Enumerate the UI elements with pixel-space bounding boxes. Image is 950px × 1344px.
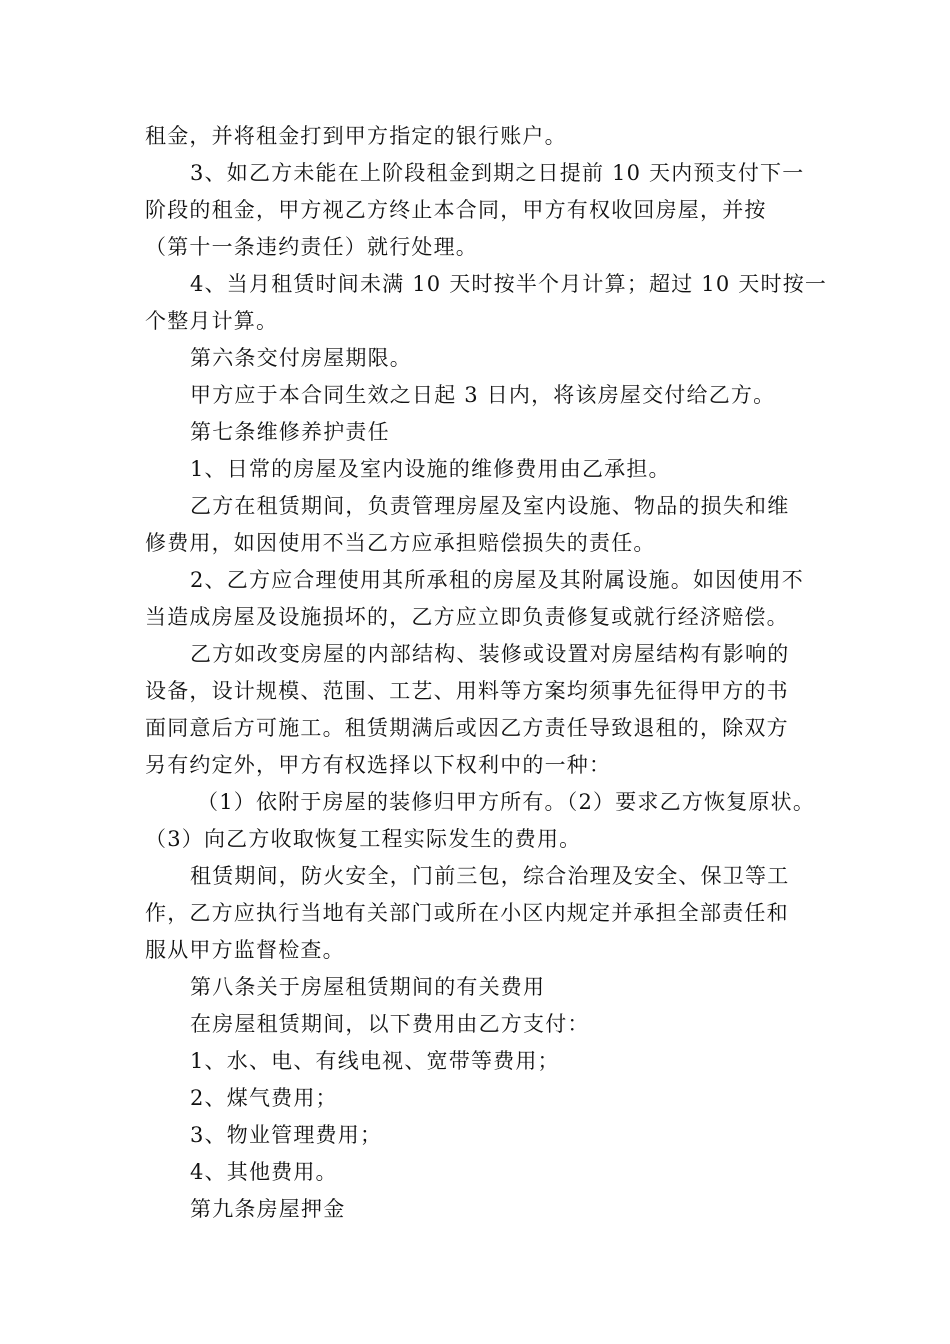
paragraph-line: 个整月计算。 <box>145 309 279 333</box>
list-item: 3、物业管理费用； <box>190 1123 383 1147</box>
paragraph-line: 作，乙方应执行当地有关部门或所在小区内规定并承担全部责任和 <box>145 901 789 925</box>
section-heading: 第九条房屋押金 <box>190 1197 346 1221</box>
paragraph-line: 1、日常的房屋及室内设施的维修费用由乙承担。 <box>190 457 671 481</box>
paragraph-line: 面同意后方可施工。租赁期满后或因乙方责任导致退租的，除双方 <box>145 716 789 740</box>
paragraph-line: 另有约定外，甲方有权选择以下权利中的一种： <box>145 753 612 777</box>
paragraph-line: 租金，并将租金打到甲方指定的银行账户。 <box>145 124 567 148</box>
paragraph-line: 乙方在租赁期间，负责管理房屋及室内设施、物品的损失和维 <box>190 494 790 518</box>
section-heading: 第八条关于房屋租赁期间的有关费用 <box>190 975 546 999</box>
section-heading: 第六条交付房屋期限。 <box>190 346 412 370</box>
paragraph-line: 3、如乙方未能在上阶段租金到期之日提前 10 天内预支付下一 <box>190 161 805 185</box>
section-heading: 第七条维修养护责任 <box>190 420 390 444</box>
paragraph-line: （第十一条违约责任）就行处理。 <box>145 235 478 259</box>
paragraph-line: 阶段的租金，甲方视乙方终止本合同，甲方有权收回房屋，并按 <box>145 198 767 222</box>
paragraph-line: 服从甲方监督检查。 <box>145 938 345 962</box>
paragraph-line: 4、当月租赁时间未满 10 天时按半个月计算；超过 10 天时按一 <box>190 272 828 296</box>
paragraph-line: （1）依附于房屋的装修归甲方所有。（2）要求乙方恢复原状。 <box>197 790 816 814</box>
paragraph-line: 乙方如改变房屋的内部结构、装修或设置对房屋结构有影响的 <box>190 642 790 666</box>
list-item: 2、煤气费用； <box>190 1086 338 1110</box>
paragraph-line: 在房屋租赁期间，以下费用由乙方支付： <box>190 1012 590 1036</box>
paragraph-line: （3）向乙方收取恢复工程实际发生的费用。 <box>145 827 582 851</box>
paragraph-line: 当造成房屋及设施损坏的，乙方应立即负责修复或就行经济赔偿。 <box>145 605 789 629</box>
paragraph-line: 设备，设计规模、范围、工艺、用料等方案均须事先征得甲方的书 <box>145 679 789 703</box>
paragraph-line: 租赁期间，防火安全，门前三包，综合治理及安全、保卫等工 <box>190 864 790 888</box>
paragraph-line: 2、乙方应合理使用其所承租的房屋及其附属设施。如因使用不 <box>190 568 804 592</box>
paragraph-line: 甲方应于本合同生效之日起 3 日内，将该房屋交付给乙方。 <box>190 383 776 407</box>
list-item: 1、水、电、有线电视、宽带等费用； <box>190 1049 560 1073</box>
list-item: 4、其他费用。 <box>190 1160 338 1184</box>
paragraph-line: 修费用，如因使用不当乙方应承担赔偿损失的责任。 <box>145 531 656 555</box>
document-body <box>145 118 828 1228</box>
